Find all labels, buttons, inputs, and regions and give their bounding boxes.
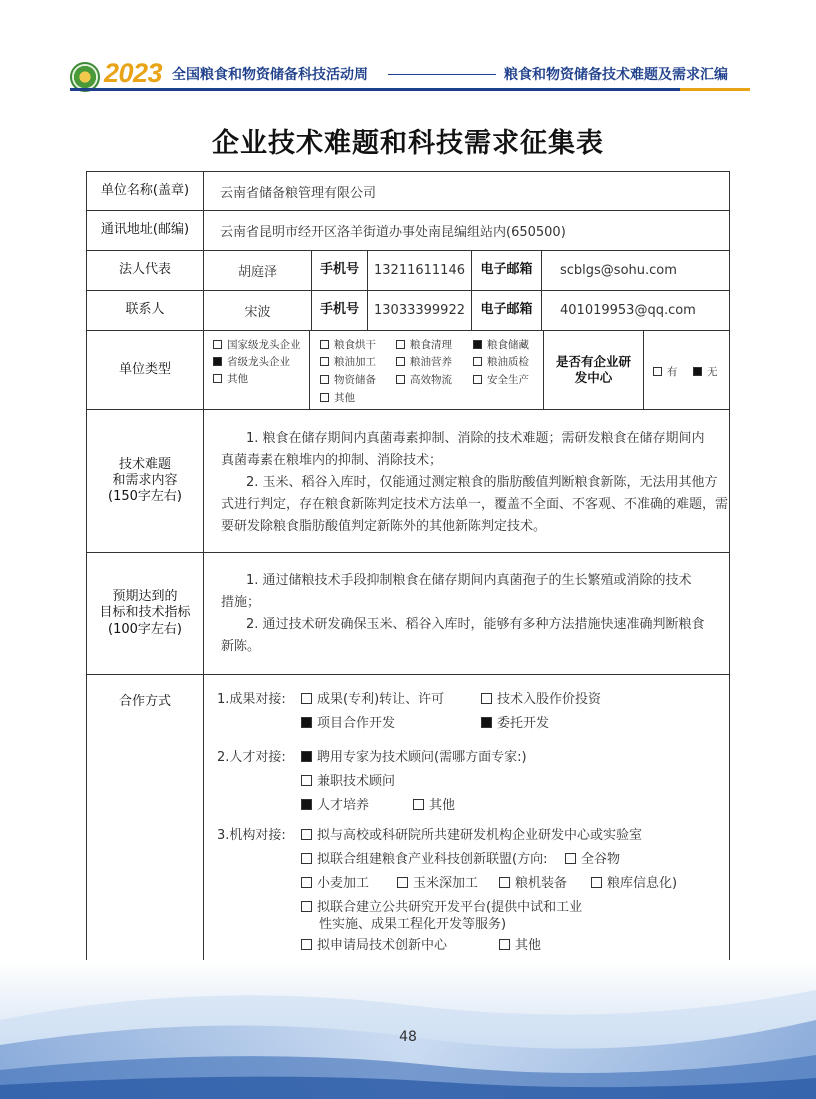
- unit-name-value: 云南省储备粮管理有限公司: [220, 185, 377, 201]
- form-table: [86, 171, 730, 963]
- checkbox-icon: [499, 939, 510, 950]
- page-header: [0, 0, 816, 100]
- checkbox-icon: [591, 877, 602, 888]
- rd-center-label: 是否有企业研发中心: [556, 354, 632, 385]
- talent-option-expert[interactable]: 聘用专家为技术顾问(需哪方面专家:): [301, 746, 527, 765]
- checkbox-icon: [301, 829, 312, 840]
- contact-phone-label: 手机号: [319, 302, 359, 318]
- level-option-provincial[interactable]: 省级龙头企业: [213, 354, 290, 369]
- tech-problem-line-2: 真菌毒素在粮堆内的抑制、消除技术；: [221, 453, 443, 468]
- org-option-other[interactable]: 其他: [499, 934, 541, 953]
- biz-option-cleaning[interactable]: 粮食清理: [396, 337, 452, 352]
- checkbox-icon: [301, 775, 312, 786]
- target-line-3: 2. 通过技术研发确保玉米、稻谷入库时，能够有多种方法措施快速准确判断粮食: [246, 617, 705, 632]
- checkbox-icon: [213, 374, 222, 383]
- checkbox-icon: [301, 877, 312, 888]
- checkbox-icon: [301, 901, 312, 912]
- unit-type-label: 单位类型: [118, 361, 171, 377]
- column-divider: [309, 330, 310, 409]
- checkbox-icon: [301, 693, 312, 704]
- checkbox-icon: [301, 939, 312, 950]
- org-option-platform-cont: 性实施、成果工程化开发等服务): [319, 917, 507, 932]
- tech-problem-line-5: 要研发除粮食脂肪酸值判定新陈外的其他新陈判定技术。: [221, 519, 547, 534]
- result-option-commissioned[interactable]: 委托开发: [481, 712, 549, 731]
- page-title: 企业技术难题和科技需求征集表: [212, 128, 604, 159]
- checkbox-checked-icon: [213, 357, 222, 366]
- target-label: 预期达到的 目标和技术指标 (100字左右): [99, 589, 191, 637]
- checkbox-icon: [396, 340, 405, 349]
- org-option-platform[interactable]: 拟联合建立公共研究开发平台(提供中试和工业: [301, 896, 582, 915]
- checkbox-icon: [320, 393, 329, 402]
- column-divider: [643, 330, 644, 409]
- checkbox-icon: [653, 367, 662, 376]
- result-option-joint-dev[interactable]: 项目合作开发: [301, 712, 395, 731]
- contact-email-label: 电子邮箱: [480, 302, 533, 318]
- checkbox-checked-icon: [473, 340, 482, 349]
- org-option-innovation-center[interactable]: 拟申请局技术创新中心: [301, 934, 447, 953]
- org-option-alliance[interactable]: 拟联合组建粮食产业科技创新联盟(方向:: [301, 848, 547, 867]
- talent-option-other[interactable]: 其他: [413, 794, 455, 813]
- level-option-other[interactable]: 其他: [213, 371, 248, 386]
- biz-option-storage[interactable]: 粮食储藏: [473, 337, 529, 352]
- tech-problem-label: 技术难题 和需求内容 (150字左右): [108, 456, 182, 505]
- checkbox-icon: [396, 357, 405, 366]
- contact-phone: 13033399922: [374, 303, 465, 318]
- result-option-equity[interactable]: 技术入股作价投资: [481, 688, 601, 707]
- biz-option-logistics[interactable]: 高效物流: [396, 372, 452, 387]
- rd-option-yes[interactable]: 有: [653, 364, 678, 379]
- legal-rep-phone-label: 手机号: [319, 262, 359, 278]
- org-label: 3.机构对接:: [217, 828, 286, 843]
- header-year: 2023: [104, 58, 163, 88]
- checkbox-icon: [413, 799, 424, 810]
- checkbox-icon: [396, 375, 405, 384]
- unit-name-label: 单位名称(盖章): [100, 182, 190, 198]
- checkbox-icon: [320, 357, 329, 366]
- checkbox-icon: [499, 877, 510, 888]
- checkbox-icon: [397, 877, 408, 888]
- rd-option-no[interactable]: 无: [693, 364, 718, 379]
- address-label: 通讯地址(邮编): [100, 222, 190, 238]
- cooperation-label: 合作方式: [118, 694, 171, 709]
- target-line-4: 新陈。: [221, 639, 261, 654]
- checkbox-icon: [320, 375, 329, 384]
- talent-option-training[interactable]: 人才培养: [301, 794, 369, 813]
- org-option-joint-lab[interactable]: 拟与高校或科研院所共建研发机构企业研发中心或实验室: [301, 824, 642, 843]
- contact-name: 宋波: [244, 305, 271, 320]
- header-bar-gold: [680, 88, 750, 91]
- org-option-corn[interactable]: 玉米深加工: [397, 872, 478, 891]
- checkbox-icon: [481, 693, 492, 704]
- target-line-1: 1. 通过储粮技术手段抑制粮食在储存期间内真菌孢子的生长繁殖或消除的技术: [246, 573, 692, 588]
- target-line-2: 措施；: [221, 595, 261, 610]
- checkbox-checked-icon: [301, 717, 312, 728]
- talent-label: 2.人才对接:: [217, 750, 286, 765]
- legal-rep-label: 法人代表: [118, 262, 171, 278]
- checkbox-icon: [565, 853, 576, 864]
- biz-option-reserve[interactable]: 物资储备: [320, 372, 376, 387]
- biz-option-safety[interactable]: 安全生产: [473, 372, 529, 387]
- org-option-wheat[interactable]: 小麦加工: [301, 872, 369, 891]
- biz-option-drying[interactable]: 粮食烘干: [320, 337, 376, 352]
- level-option-national[interactable]: 国家级龙头企业: [213, 337, 301, 352]
- biz-option-other[interactable]: 其他: [320, 390, 355, 405]
- legal-rep-name: 胡庭泽: [237, 265, 277, 280]
- result-label: 1.成果对接:: [217, 692, 286, 707]
- header-right-title: 粮食和物资储备技术难题及需求汇编: [504, 67, 728, 83]
- biz-option-processing[interactable]: 粮油加工: [320, 354, 376, 369]
- contact-email: 401019953@qq.com: [560, 303, 696, 318]
- org-option-machinery[interactable]: 粮机装备: [499, 872, 567, 891]
- contact-label: 联系人: [125, 302, 165, 318]
- legal-rep-email: scblgs@sohu.com: [560, 263, 677, 278]
- tech-problem-line-1: 1. 粮食在储存期间内真菌毒素抑制、消除的技术难题；需研发粮食在储存期间内: [246, 431, 705, 446]
- biz-option-nutrition[interactable]: 粮油营养: [396, 354, 452, 369]
- checkbox-checked-icon: [301, 751, 312, 762]
- legal-rep-phone: 13211611146: [374, 263, 465, 278]
- talent-option-parttime[interactable]: 兼职技术顾问: [301, 770, 395, 789]
- biz-option-inspection[interactable]: 粮油质检: [473, 354, 529, 369]
- checkbox-icon: [473, 357, 482, 366]
- checkbox-checked-icon: [693, 367, 702, 376]
- checkbox-checked-icon: [481, 717, 492, 728]
- tech-problem-line-3: 2. 玉米、稻谷入库时，仅能通过测定粮食的脂肪酸值判断粮食新陈，无法用其他方: [246, 475, 718, 490]
- org-option-it[interactable]: 粮库信息化): [591, 872, 677, 891]
- checkbox-icon: [301, 853, 312, 864]
- header-bar-blue: [70, 88, 680, 91]
- header-divider: [388, 74, 496, 75]
- checkbox-icon: [320, 340, 329, 349]
- tech-problem-line-4: 式进行判定，存在粮食新陈判定技术方法单一，覆盖不全面、不客观、不准确的难题，需: [221, 497, 729, 512]
- checkbox-icon: [473, 375, 482, 384]
- checkbox-icon: [213, 340, 222, 349]
- row-divider: [87, 674, 729, 675]
- header-left-title: 全国粮食和物资储备科技活动周: [172, 67, 368, 83]
- org-option-whole-grain[interactable]: 全谷物: [565, 848, 620, 867]
- page-number: 48: [399, 1029, 417, 1045]
- checkbox-checked-icon: [301, 799, 312, 810]
- address-value: 云南省昆明市经开区洛羊街道办事处南昆编组站内(650500): [220, 225, 566, 240]
- legal-rep-email-label: 电子邮箱: [480, 262, 533, 278]
- result-option-transfer[interactable]: 成果(专利)转让、许可: [301, 688, 444, 707]
